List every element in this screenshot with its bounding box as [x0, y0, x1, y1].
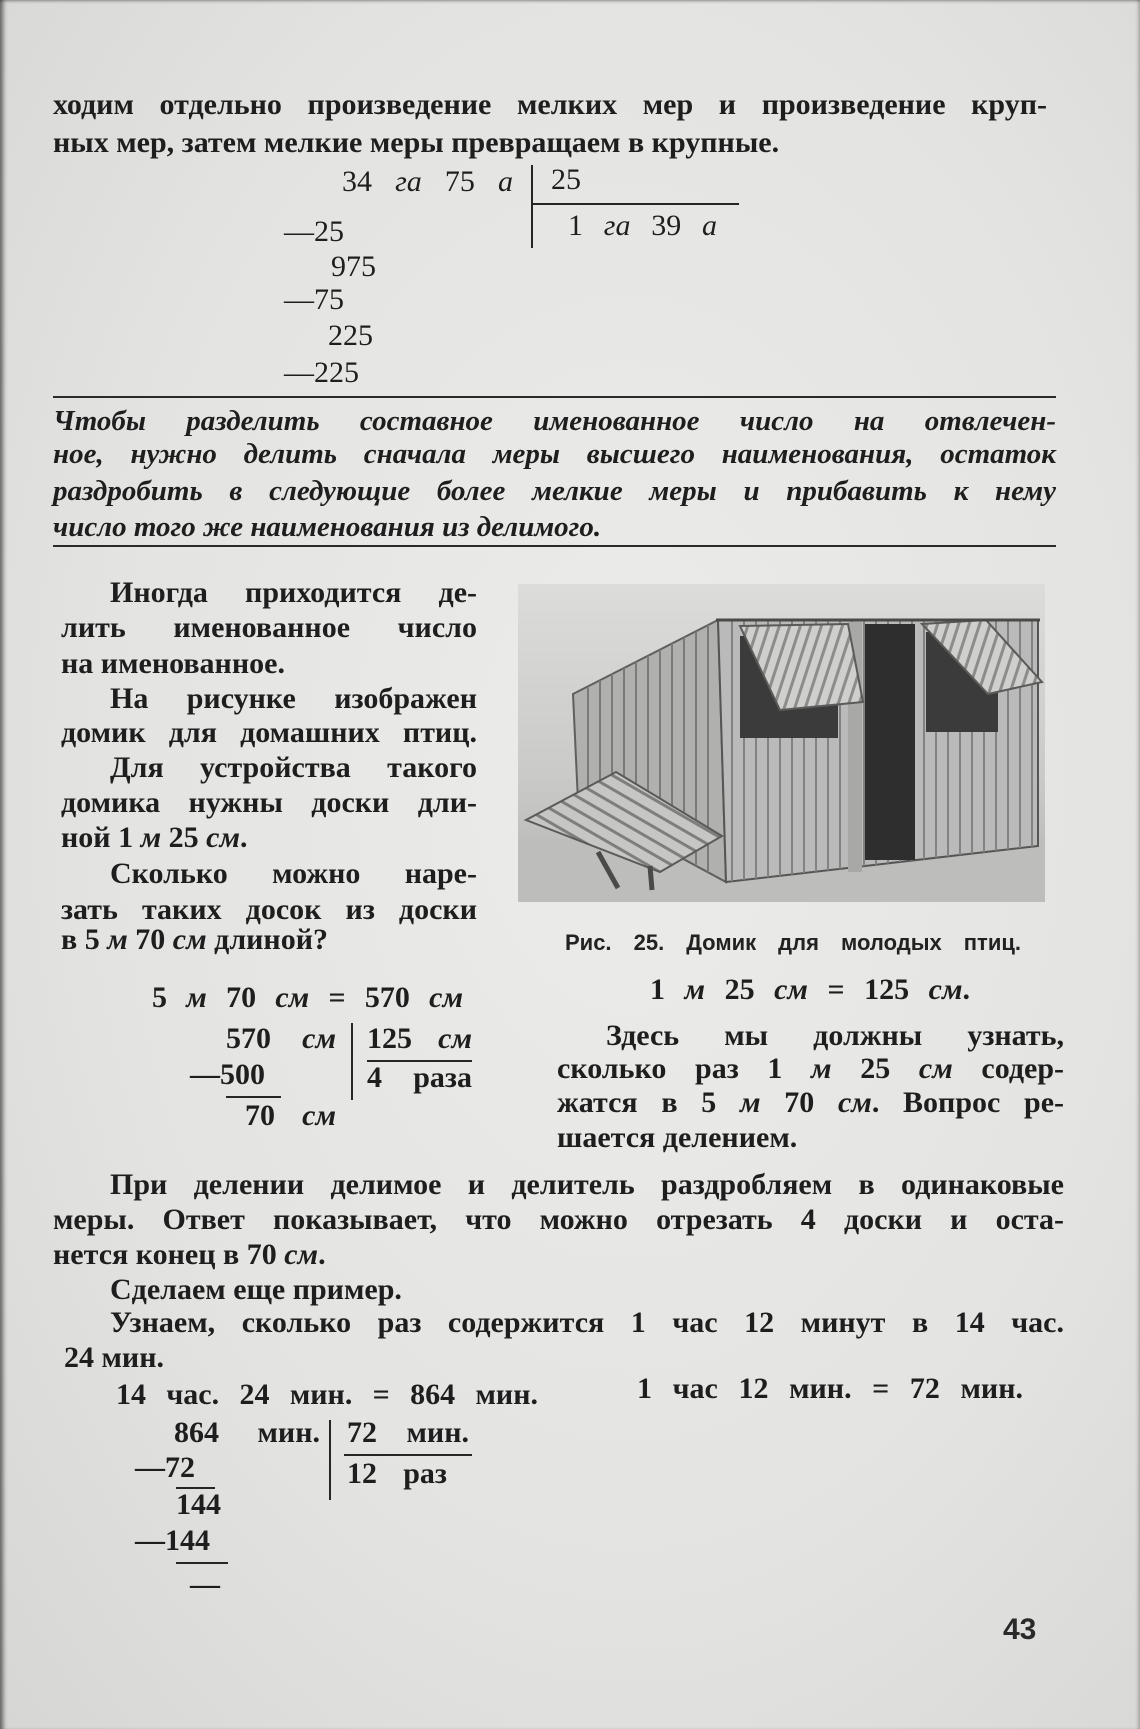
- poultry-text-line: ной 1 м 25 см.: [61, 821, 248, 854]
- division-2-remainder: 70 см: [245, 1099, 336, 1132]
- division-1-quotient: 1 га 39 а: [568, 209, 718, 242]
- intro-line: ных мер, затем мелкие меры превращаем в крупные.: [53, 126, 780, 159]
- figure-caption: Рис. 25. Домик для молодых птиц.: [565, 930, 1021, 955]
- explanation-line: шается делением.: [557, 1121, 798, 1154]
- division-3-divisor: 72 мин.: [347, 1416, 469, 1449]
- poultry-text-line: Иногда приходится де-: [110, 576, 477, 609]
- rule-line: ное, нужно делить сначала меры высшего наименования, остаток: [53, 438, 1056, 470]
- division-3-underline: [176, 1562, 228, 1564]
- poultry-text-line: лить именованное число: [61, 611, 477, 644]
- division-1-dividend: 34 га 75 а: [342, 165, 513, 198]
- conclusion-line: нется конец в 70 см.: [53, 1238, 326, 1271]
- conclusion-line: 24 мин.: [64, 1341, 165, 1374]
- explanation-line: Здесь мы должны узнать,: [606, 1019, 1064, 1052]
- division-3-step: 144: [176, 1488, 221, 1521]
- division-3-step: —144: [135, 1524, 210, 1557]
- rule-line: раздробить в следующие более мелкие меры и прибавить к нему: [53, 475, 1056, 507]
- conversion-1-right: 1 м 25 см = 125 см.: [650, 973, 970, 1006]
- poultry-text-line: зать таких досок из доски: [61, 893, 477, 926]
- rule-bottom-line: [53, 545, 1056, 547]
- division-3-dividend: 864 мин.: [174, 1416, 320, 1449]
- poultry-text-line: Сколько можно наре-: [110, 857, 477, 890]
- poultry-house-photo: [518, 584, 1045, 902]
- division-3-bar: [329, 1420, 331, 1500]
- division-1-step: 225: [328, 319, 373, 352]
- division-1-step: —75: [284, 283, 344, 316]
- poultry-text-line: домик для домашних птиц.: [61, 716, 477, 749]
- poultry-text-line: На рисунке изображен: [110, 682, 477, 715]
- conversion-1-left: 5 м 70 см = 570 см: [152, 981, 463, 1014]
- explanation-line: сколько раз 1 м 25 см содер-: [557, 1052, 1064, 1085]
- conclusion-line: меры. Ответ показывает, что можно отрезать 4 доски и оста-: [53, 1203, 1064, 1236]
- division-2-dividend: 570 см: [226, 1022, 336, 1055]
- division-1-step: —225: [284, 356, 359, 389]
- coop-door: [865, 624, 915, 860]
- intro-line: ходим отдельно произведение мелких мер и произведение круп-: [53, 88, 1047, 121]
- poultry-text-line: Для устройства такого: [110, 751, 477, 784]
- conversion-2-left: 14 час. 24 мин. = 864 мин.: [116, 1378, 538, 1411]
- division-1-step: 975: [331, 250, 376, 283]
- rule-top-line: [53, 396, 1056, 398]
- explanation-line: жатся в 5 м 70 см. Вопрос ре-: [557, 1086, 1065, 1119]
- division-3-quotient: 12 раз: [347, 1457, 447, 1490]
- division-2-bar: [351, 1023, 353, 1100]
- conclusion-line: При делении делимое и делитель раздробляем в одинаковые: [110, 1168, 1064, 1201]
- division-1-divisor: 25: [551, 163, 581, 196]
- rule-line: Чтобы разделить составное именованное число на отвлечен-: [53, 405, 1056, 437]
- division-1-quotient-line: [531, 203, 739, 205]
- conclusion-line: Узнаем, сколько раз содержится 1 час 12 минут в 14 час.: [110, 1306, 1064, 1339]
- division-1-bar: [531, 165, 533, 248]
- conclusion-line: Сделаем еще пример.: [110, 1273, 402, 1306]
- division-2-subtrahend: —500: [190, 1058, 265, 1091]
- division-2-quotient: 4 раза: [367, 1061, 472, 1094]
- division-3-step: —72: [135, 1451, 195, 1484]
- division-1-step: —25: [284, 215, 344, 248]
- conversion-2-right: 1 час 12 мин. = 72 мин.: [637, 1372, 1023, 1405]
- poultry-text-line: на именованное.: [61, 647, 285, 680]
- poultry-text-line: в 5 м 70 см длиной?: [61, 923, 329, 956]
- poultry-text-line: домика нужны доски дли-: [61, 786, 477, 819]
- division-3-remainder-dash: —: [190, 1568, 220, 1601]
- rule-line: число того же наименования из делимого.: [53, 511, 602, 543]
- division-2-divisor: 125 см: [367, 1022, 472, 1055]
- page-number: 43: [1003, 1613, 1037, 1646]
